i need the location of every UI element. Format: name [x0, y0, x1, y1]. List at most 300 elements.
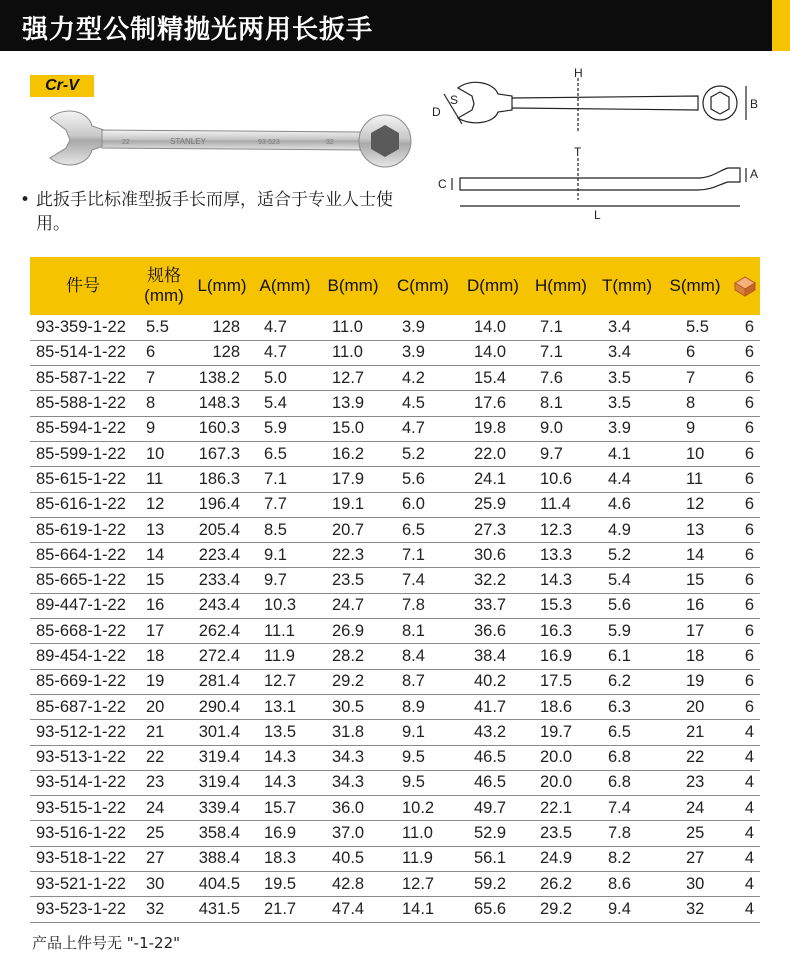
cell-pack-qty: 6 [744, 368, 754, 387]
cell-c: 11.9 [402, 849, 433, 868]
table-row [30, 315, 760, 340]
cell-d: 41.7 [474, 697, 507, 716]
cell-c: 4.2 [402, 368, 425, 387]
cell-s: 27 [686, 849, 705, 868]
table-row [30, 467, 760, 492]
cell-c: 5.2 [402, 444, 425, 463]
cell-t: 4.6 [608, 495, 631, 514]
cell-pack-qty: 4 [744, 798, 754, 817]
table-row [30, 619, 760, 644]
cell-c: 8.9 [402, 697, 425, 716]
cell-pack-qty: 4 [744, 773, 754, 792]
cell-c: 9.5 [402, 748, 425, 767]
cell-t: 3.4 [608, 343, 631, 362]
cell-size: 19 [146, 672, 165, 691]
cell-h: 7.6 [540, 368, 563, 387]
cell-h: 12.3 [540, 520, 573, 539]
cell-pack-qty: 6 [744, 545, 754, 564]
cell-a: 13.1 [264, 697, 297, 716]
spec-table-wrapper [30, 257, 760, 923]
cell-pack-qty: 6 [744, 343, 754, 362]
diagram-label-b: B [750, 97, 759, 111]
cell-h: 24.9 [540, 849, 573, 868]
cell-t: 4.1 [608, 444, 631, 463]
cell-l: 205.4 [198, 520, 240, 539]
table-row [30, 821, 760, 846]
cell-b: 28.2 [332, 647, 365, 665]
cell-l: 262.4 [198, 621, 240, 640]
cell-t: 6.1 [608, 647, 631, 665]
cell-pack-qty: 4 [744, 722, 754, 741]
table-row [30, 720, 760, 745]
cell-b: 34.3 [332, 773, 365, 792]
cell-l: 290.4 [198, 697, 240, 716]
cell-h: 16.9 [540, 647, 573, 665]
footnote: 产品上件号无 "-1-22" [32, 934, 181, 952]
cell-a: 4.7 [264, 343, 287, 362]
cell-h: 29.2 [540, 899, 573, 918]
cell-l: 319.4 [198, 773, 240, 792]
diagram-label-h: H [574, 66, 583, 80]
col-header-t: T(mm) [601, 276, 653, 295]
cell-t: 3.5 [608, 368, 631, 387]
cell-s: 22 [686, 748, 705, 767]
cell-t: 5.6 [608, 596, 631, 615]
cell-t: 6.8 [608, 748, 631, 767]
cell-h: 20.0 [540, 748, 573, 767]
cell-size: 14 [146, 545, 165, 564]
col-header-l: L(mm) [197, 276, 247, 295]
cell-l: 404.5 [198, 874, 240, 893]
cell-part-number: 85-668-1-22 [36, 621, 126, 640]
cell-size: 25 [146, 824, 165, 843]
cell-part-number: 93-516-1-22 [36, 824, 126, 843]
cell-a: 9.1 [264, 545, 287, 564]
cell-part-number: 93-514-1-22 [36, 773, 126, 792]
cell-s: 19 [686, 672, 705, 691]
col-header-h: H(mm) [535, 276, 587, 295]
cell-l: 186.3 [198, 469, 240, 488]
cell-t: 6.3 [608, 697, 631, 716]
cell-a: 5.0 [264, 368, 287, 387]
product-description-block [20, 188, 416, 236]
cell-part-number: 93-521-1-22 [36, 874, 126, 893]
col-header-a: A(mm) [259, 276, 311, 295]
cell-size: 30 [146, 874, 165, 893]
cell-size: 20 [146, 697, 165, 716]
cell-d: 36.6 [474, 621, 507, 640]
material-badge: Cr-V [30, 75, 94, 97]
spec-table-body [30, 315, 760, 922]
cell-l: 128 [212, 343, 240, 362]
cell-l: 243.4 [198, 596, 240, 615]
cell-pack-qty: 6 [744, 419, 754, 438]
cell-l: 358.4 [198, 824, 240, 843]
cell-s: 17 [686, 621, 705, 640]
col-header-size-line2: (mm) [144, 286, 184, 305]
cell-b: 17.9 [332, 469, 365, 488]
cell-pack-qty: 6 [744, 621, 754, 640]
cell-size: 23 [146, 773, 165, 792]
cell-s: 24 [686, 798, 705, 817]
cell-size: 21 [146, 722, 165, 741]
cell-t: 8.2 [608, 849, 631, 868]
cell-s: 12 [686, 495, 705, 514]
cell-t: 3.5 [608, 394, 631, 413]
cell-s: 6 [686, 343, 696, 362]
cell-a: 6.5 [264, 444, 287, 463]
table-row [30, 846, 760, 871]
cell-pack-qty: 6 [744, 571, 754, 590]
cell-c: 9.5 [402, 773, 425, 792]
cell-part-number: 93-518-1-22 [36, 849, 126, 868]
cell-b: 40.5 [332, 849, 365, 868]
cell-d: 17.6 [474, 394, 507, 413]
cell-size: 13 [146, 520, 165, 539]
cell-l: 339.4 [198, 798, 240, 817]
wrench-photo [30, 100, 420, 180]
cell-pack-qty: 4 [744, 899, 754, 918]
cell-part-number: 85-619-1-22 [36, 520, 126, 539]
cell-b: 11.0 [332, 317, 363, 336]
cell-t: 7.8 [608, 824, 631, 843]
cell-d: 49.7 [474, 798, 507, 817]
cell-c: 5.6 [402, 469, 425, 488]
cell-d: 46.5 [474, 773, 507, 792]
cell-pack-qty: 4 [744, 874, 754, 893]
cell-s: 5.5 [686, 317, 709, 336]
cell-size: 15 [146, 571, 165, 590]
cell-s: 21 [686, 722, 705, 741]
cell-a: 21.7 [264, 899, 297, 918]
cell-c: 8.1 [402, 621, 425, 640]
cell-h: 14.3 [540, 571, 573, 590]
col-header-d: D(mm) [467, 276, 519, 295]
diagram-label-a: A [750, 167, 759, 181]
col-header-b: B(mm) [327, 276, 379, 295]
cell-a: 10.3 [264, 596, 297, 615]
cell-part-number: 85-599-1-22 [36, 444, 126, 463]
cell-c: 7.1 [402, 545, 425, 564]
cell-t: 5.2 [608, 545, 631, 564]
cell-b: 26.9 [332, 621, 365, 640]
cell-s: 32 [686, 899, 705, 918]
cell-h: 8.1 [540, 394, 563, 413]
cell-d: 46.5 [474, 748, 507, 767]
cell-pack-qty: 6 [744, 469, 754, 488]
cell-t: 9.4 [608, 899, 631, 918]
product-description: 此扳手比标准型扳手长而厚，适合于专业人士使用。 [36, 190, 393, 234]
cell-l: 138.2 [198, 368, 240, 387]
cell-c: 10.2 [402, 798, 435, 817]
cell-c: 6.5 [402, 520, 425, 539]
table-row [30, 694, 760, 719]
cell-l: 148.3 [198, 394, 240, 413]
cell-t: 3.4 [608, 317, 631, 336]
cell-part-number: 85-687-1-22 [36, 697, 126, 716]
cell-l: 388.4 [198, 849, 240, 868]
cell-d: 15.4 [474, 368, 507, 387]
cell-a: 11.9 [264, 647, 295, 665]
cell-h: 11.4 [540, 495, 571, 514]
cell-pack-qty: 4 [744, 824, 754, 843]
cell-b: 16.2 [332, 444, 365, 463]
cell-c: 8.7 [402, 672, 425, 691]
cell-d: 33.7 [474, 596, 507, 615]
cell-pack-qty: 6 [744, 697, 754, 716]
diagram-label-t: T [574, 145, 582, 159]
cell-c: 12.7 [402, 874, 435, 893]
cell-size: 5.5 [146, 317, 169, 336]
cell-d: 14.0 [474, 343, 507, 362]
cell-t: 6.5 [608, 722, 631, 741]
table-row [30, 391, 760, 416]
cell-s: 18 [686, 647, 705, 665]
cell-b: 13.9 [332, 394, 365, 413]
cell-a: 5.4 [264, 394, 287, 413]
spec-table [30, 257, 760, 923]
cell-c: 8.4 [402, 647, 425, 665]
cell-b: 22.3 [332, 545, 365, 564]
cell-l: 301.4 [198, 722, 240, 741]
cell-b: 19.1 [332, 495, 365, 514]
cell-b: 47.4 [332, 899, 365, 918]
cell-c: 7.4 [402, 571, 425, 590]
cell-l: 196.4 [198, 495, 240, 514]
table-row [30, 366, 760, 391]
table-row [30, 517, 760, 542]
cell-d: 40.2 [474, 672, 507, 691]
cell-a: 19.5 [264, 874, 297, 893]
cell-h: 15.3 [540, 596, 573, 615]
cell-c: 9.1 [402, 722, 425, 741]
cell-a: 7.1 [264, 469, 287, 488]
table-row [30, 796, 760, 821]
cell-b: 37.0 [332, 824, 365, 843]
cell-b: 11.0 [332, 343, 363, 362]
cell-size: 10 [146, 444, 165, 463]
cell-c: 3.9 [402, 317, 425, 336]
cell-size: 16 [146, 596, 165, 615]
cell-d: 56.1 [474, 849, 507, 868]
package-box-icon [733, 275, 757, 297]
cell-s: 30 [686, 874, 705, 893]
cell-c: 6.0 [402, 495, 425, 514]
col-header-size-line1: 规格 [147, 266, 181, 285]
cell-a: 14.3 [264, 773, 297, 792]
cell-b: 29.2 [332, 672, 365, 691]
cell-c: 3.9 [402, 343, 425, 362]
cell-size: 27 [146, 849, 165, 868]
cell-l: 167.3 [198, 444, 240, 463]
cell-c: 4.7 [402, 419, 425, 438]
cell-t: 7.4 [608, 798, 631, 817]
cell-h: 18.6 [540, 697, 573, 716]
cell-part-number: 85-594-1-22 [36, 419, 126, 438]
cell-b: 34.3 [332, 748, 365, 767]
cell-t: 5.9 [608, 621, 631, 640]
cell-size: 11 [146, 469, 164, 488]
cell-h: 17.5 [540, 672, 573, 691]
cell-pack-qty: 6 [744, 317, 754, 336]
cell-a: 15.7 [264, 798, 297, 817]
cell-d: 43.2 [474, 722, 507, 741]
col-header-size [136, 257, 192, 315]
cell-t: 4.4 [608, 469, 631, 488]
cell-pack-qty: 6 [744, 520, 754, 539]
cell-a: 11.1 [264, 621, 295, 640]
table-row [30, 644, 760, 669]
cell-d: 30.6 [474, 545, 507, 564]
cell-part-number: 93-359-1-22 [36, 317, 126, 336]
cell-t: 5.4 [608, 571, 631, 590]
cell-l: 128 [212, 317, 240, 336]
cell-s: 23 [686, 773, 705, 792]
cell-b: 15.0 [332, 419, 365, 438]
col-header-c: C(mm) [397, 276, 449, 295]
table-row [30, 770, 760, 795]
cell-b: 36.0 [332, 798, 365, 817]
table-row [30, 568, 760, 593]
table-row [30, 441, 760, 466]
table-row [30, 416, 760, 441]
cell-b: 42.8 [332, 874, 365, 893]
cell-d: 52.9 [474, 824, 507, 843]
cell-t: 8.6 [608, 874, 631, 893]
cell-size: 18 [146, 647, 165, 665]
cell-s: 16 [686, 596, 705, 615]
cell-s: 14 [686, 545, 705, 564]
cell-a: 7.7 [264, 495, 287, 514]
cell-s: 7 [686, 368, 696, 387]
cell-part-number: 85-669-1-22 [36, 672, 126, 691]
cell-c: 14.1 [402, 899, 435, 918]
cell-l: 319.4 [198, 748, 240, 767]
cell-size: 9 [146, 419, 156, 438]
cell-c: 4.5 [402, 394, 425, 413]
title-bar [0, 0, 790, 51]
cell-pack-qty: 6 [744, 596, 754, 615]
col-header-part-number: 件号 [66, 276, 100, 295]
cell-s: 13 [686, 520, 705, 539]
cell-c: 7.8 [402, 596, 425, 615]
cell-a: 5.9 [264, 419, 287, 438]
cell-part-number: 93-523-1-22 [36, 899, 126, 918]
cell-a: 4.7 [264, 317, 287, 336]
dimension-diagram [428, 66, 768, 226]
diagram-label-s: S [450, 93, 459, 107]
cell-a: 12.7 [264, 672, 297, 691]
cell-s: 10 [686, 444, 705, 463]
cell-s: 20 [686, 697, 705, 716]
cell-a: 13.5 [264, 722, 297, 741]
cell-h: 9.0 [540, 419, 563, 438]
cell-part-number: 89-454-1-22 [36, 647, 126, 665]
cell-d: 27.3 [474, 520, 507, 539]
cell-b: 20.7 [332, 520, 365, 539]
cell-part-number: 85-588-1-22 [36, 394, 126, 413]
cell-t: 3.9 [608, 419, 631, 438]
cell-part-number: 85-587-1-22 [36, 368, 126, 387]
cell-size: 32 [146, 899, 165, 918]
cell-l: 233.4 [198, 571, 240, 590]
cell-size: 8 [146, 394, 156, 413]
cell-t: 6.2 [608, 672, 631, 691]
cell-pack-qty: 6 [744, 672, 754, 691]
cell-s: 11 [686, 469, 704, 488]
cell-b: 31.8 [332, 722, 365, 741]
title-bar-accent-strip [772, 0, 790, 51]
cell-a: 9.7 [264, 571, 287, 590]
cell-h: 7.1 [540, 317, 563, 336]
cell-t: 4.9 [608, 520, 631, 539]
cell-a: 16.9 [264, 824, 297, 843]
table-row [30, 340, 760, 365]
cell-l: 272.4 [198, 647, 240, 665]
cell-d: 65.6 [474, 899, 507, 918]
diagram-label-c: C [438, 177, 447, 191]
cell-size: 6 [146, 343, 156, 362]
cell-h: 23.5 [540, 824, 573, 843]
cell-part-number: 93-512-1-22 [36, 722, 126, 741]
col-header-s: S(mm) [669, 276, 721, 295]
diagram-label-d: D [432, 105, 441, 119]
spec-table-header-row [30, 257, 760, 315]
cell-pack-qty: 6 [744, 394, 754, 413]
cell-h: 19.7 [540, 722, 573, 741]
cell-l: 281.4 [198, 672, 240, 691]
cell-l: 431.5 [198, 899, 240, 918]
photo-stamp-brand: STANLEY [170, 137, 206, 146]
cell-h: 26.2 [540, 874, 573, 893]
table-row [30, 492, 760, 517]
cell-a: 14.3 [264, 748, 297, 767]
cell-size: 17 [146, 621, 165, 640]
table-row [30, 872, 760, 897]
col-header-pack [730, 257, 760, 315]
table-row [30, 745, 760, 770]
cell-d: 19.8 [474, 419, 507, 438]
cell-part-number: 93-515-1-22 [36, 798, 126, 817]
cell-part-number: 85-514-1-22 [36, 343, 126, 362]
cell-pack-qty: 4 [744, 748, 754, 767]
cell-d: 25.9 [474, 495, 507, 514]
cell-s: 9 [686, 419, 696, 438]
cell-pack-qty: 6 [744, 495, 754, 514]
cell-part-number: 85-615-1-22 [36, 469, 126, 488]
bullet-dot: • [20, 190, 31, 210]
cell-b: 24.7 [332, 596, 365, 615]
cell-l: 160.3 [198, 419, 240, 438]
cell-h: 16.3 [540, 621, 573, 640]
table-row [30, 897, 760, 922]
cell-s: 8 [686, 394, 696, 413]
cell-d: 38.4 [474, 647, 507, 665]
table-row [30, 593, 760, 618]
cell-part-number: 85-616-1-22 [36, 495, 126, 514]
cell-pack-qty: 6 [744, 444, 754, 463]
cell-h: 22.1 [540, 798, 573, 817]
cell-part-number: 93-513-1-22 [36, 748, 126, 767]
cell-d: 59.2 [474, 874, 507, 893]
cell-pack-qty: 4 [744, 849, 754, 868]
cell-part-number: 85-665-1-22 [36, 571, 126, 590]
table-row [30, 543, 760, 568]
cell-a: 18.3 [264, 849, 297, 868]
cell-part-number: 85-664-1-22 [36, 545, 126, 564]
cell-part-number: 89-447-1-22 [36, 596, 126, 615]
cell-size: 24 [146, 798, 165, 817]
